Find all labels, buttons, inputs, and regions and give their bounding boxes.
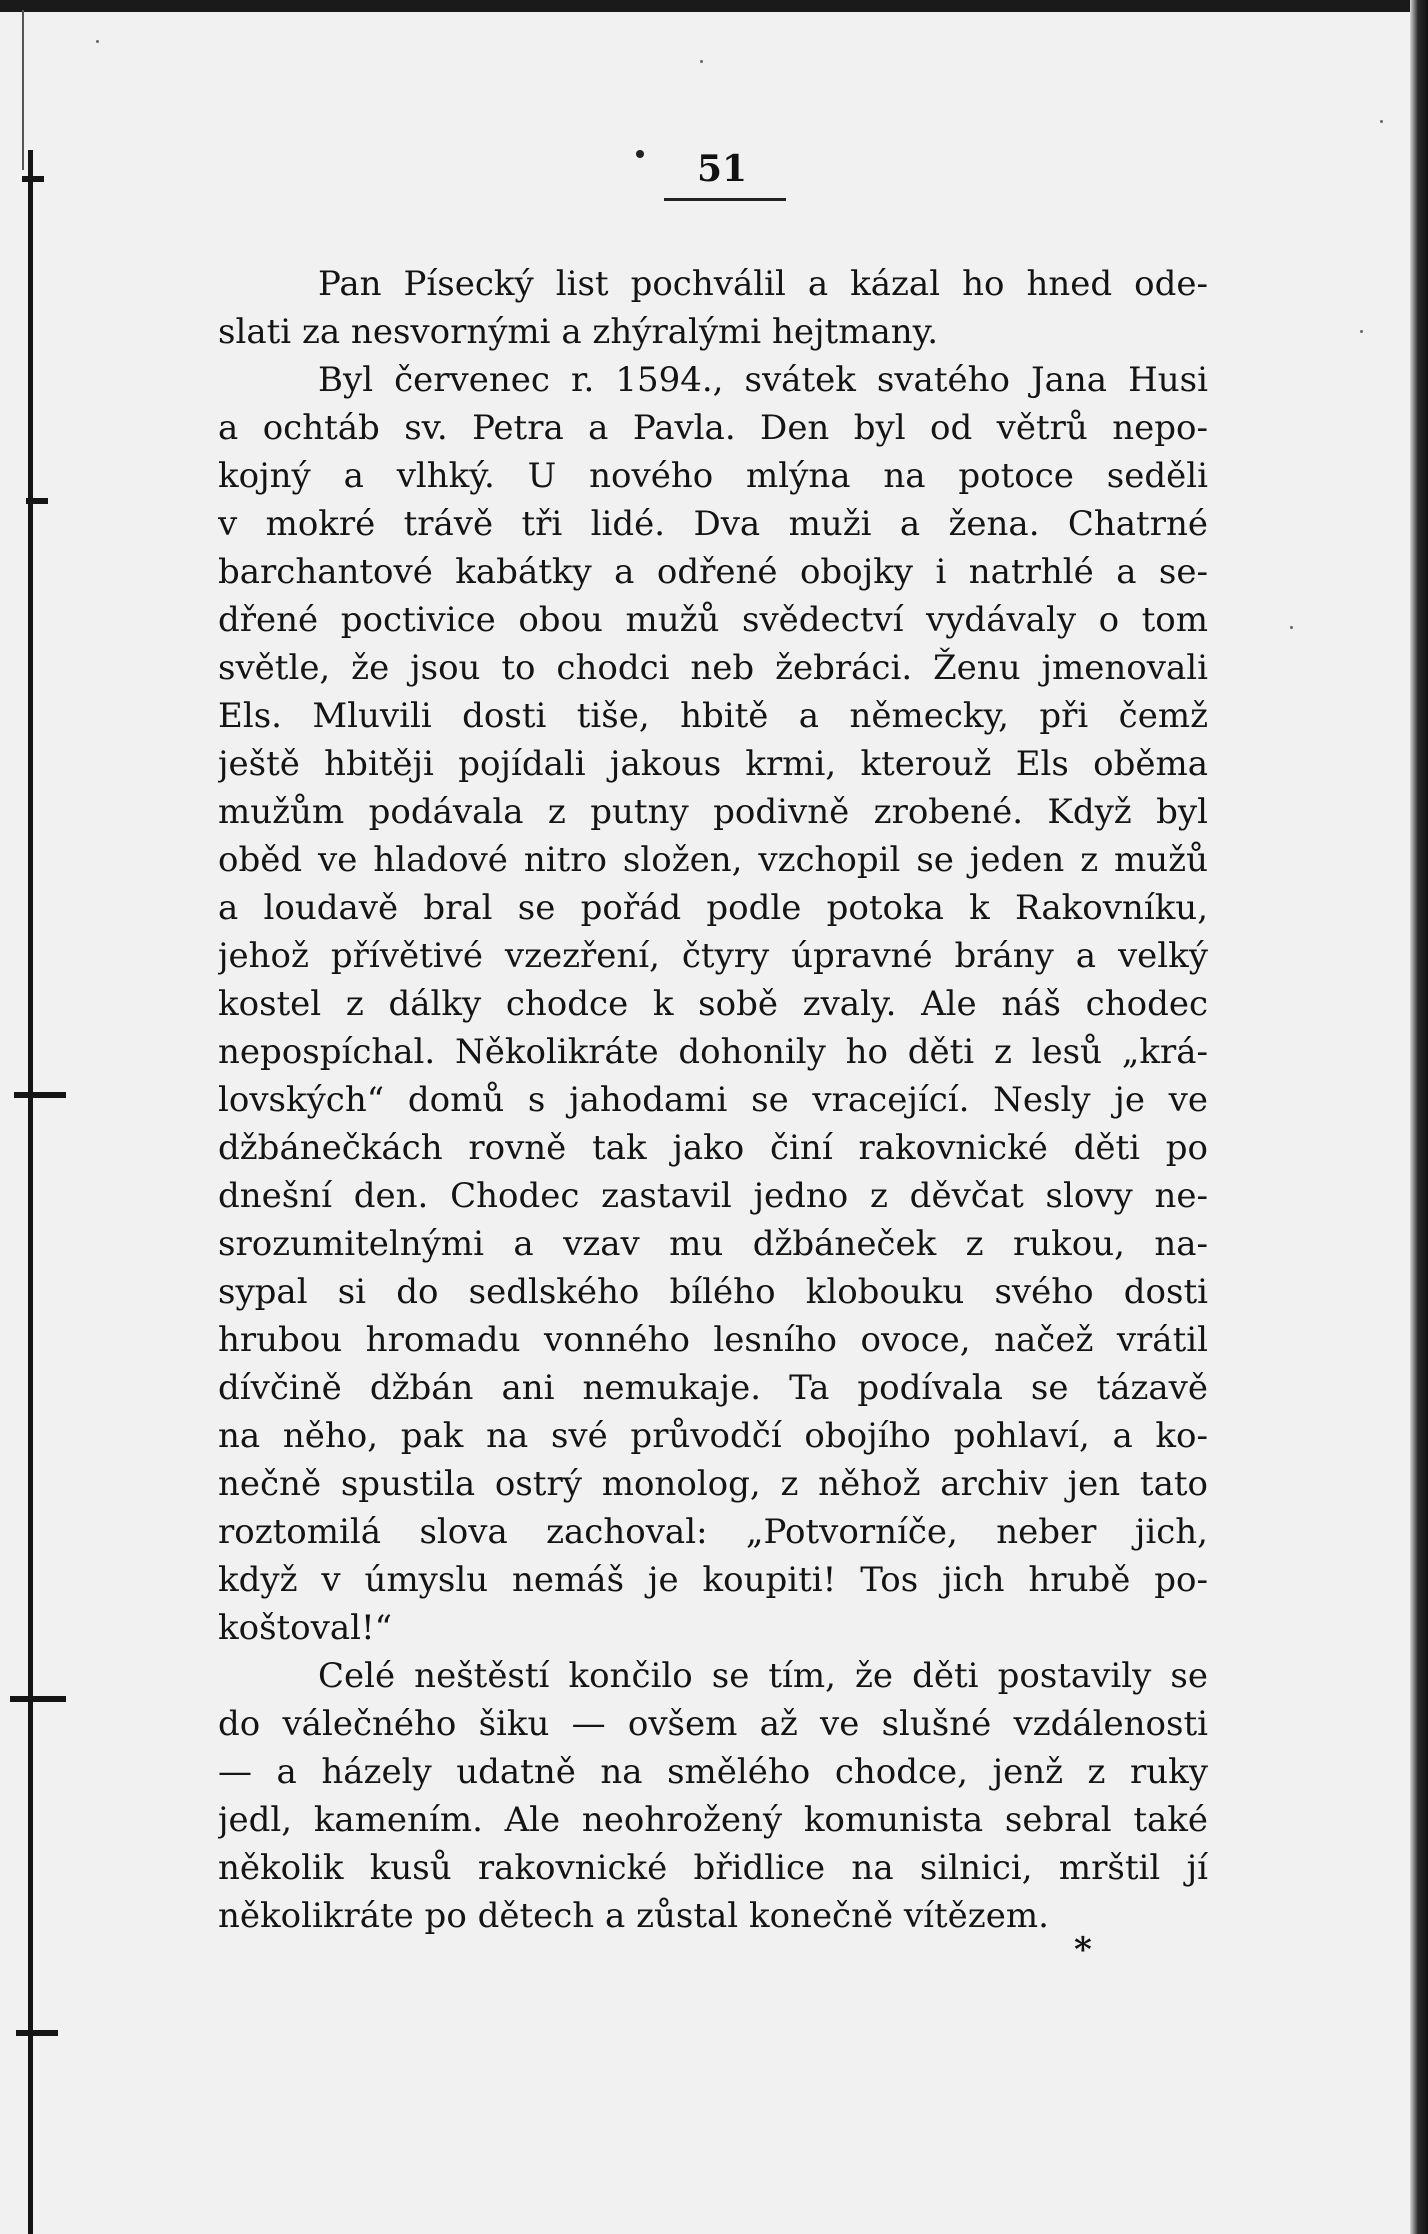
text-line: Els. Mluvili dosti tiše, hbitě a německy, při čemž [218,696,1208,736]
paper-speck [700,60,703,63]
binding-tick [16,2030,58,2036]
text-line: Celé neštěstí končilo se tím, že děti postavily se [318,1656,1208,1696]
binding-tick [14,1092,66,1098]
text-line: — a házely udatně na smělého chodce, jenž z ruky [218,1752,1208,1792]
binding-tick [22,176,44,182]
text-line: Pan Písecký list pochválil a kázal ho hned ode- [318,264,1208,304]
left-margin-thin-rule [22,10,24,170]
text-line: na něho, pak na své průvodčí obojího pohlaví, a ko- [218,1416,1208,1456]
text-line: v mokré trávě tři lidé. Dva muži a žena. Chatrné [218,504,1208,544]
text-line: nepospíchal. Několikráte dohonily ho děti z lesů „krá- [218,1032,1208,1072]
text-line: a loudavě bral se pořád podle potoka k Rakovníku, [218,888,1208,928]
paper-speck [1360,330,1363,333]
page-number-dot [636,150,644,158]
text-line: sypal si do sedlského bílého klobouku svého dosti [218,1272,1208,1312]
text-line: Byl červenec r. 1594., svátek svatého Jana Husi [318,360,1208,400]
text-line: mužům podávala z putny podivně zrobené. Když byl [218,792,1208,832]
text-line: několik kusů rakovnické břidlice na silnici, mrštil jí [218,1848,1208,1888]
text-line: jehož přívětivé vzezření, čtyry úpravné brány a velký [218,936,1208,976]
text-line: roztomilá slova zachoval: „Potvorníče, neber jich, [218,1512,1208,1552]
page-number: 51 [696,148,748,190]
text-line: dřené poctivice obou mužů svědectví vydávaly o tom [218,600,1208,640]
text-line: hrubou hromadu vonného lesního ovoce, načež vrátil [218,1320,1208,1360]
text-line: kostel z dálky chodce k sobě zvaly. Ale náš chodec [218,984,1208,1024]
text-line: oběd ve hladové nitro složen, vzchopil se jeden z mužů [218,840,1208,880]
text-line: dnešní den. Chodec zastavil jedno z děvčat slovy ne- [218,1176,1208,1216]
text-line: barchantové kabátky a odřené obojky i natrhlé a se- [218,552,1208,592]
text-line: když v úmyslu nemáš je koupiti! Tos jich hrubě po- [218,1560,1208,1600]
text-line: slati za nesvornými a zhýralými hejtmany. [218,312,939,352]
page-top-edge [0,0,1428,12]
text-line: světle, že jsou to chodci neb žebráci. Ženu jmenovali [218,648,1208,688]
paper-speck [1380,120,1383,123]
binding-tick [10,1696,66,1702]
page-number-rule [664,198,786,201]
paper-speck [1290,626,1293,629]
text-line: a ochtáb sv. Petra a Pavla. Den byl od větrů nepo- [218,408,1208,448]
paper-speck [96,40,99,43]
text-line: dívčině džbán ani nemukaje. Ta podívala se tázavě [218,1368,1208,1408]
text-line: jedl, kamením. Ale neohrožený komunista sebral také [218,1800,1208,1840]
text-line: do válečného šiku — ovšem až ve slušné vzdálenosti [218,1704,1208,1744]
text-line: kojný a vlhký. U nového mlýna na potoce seděli [218,456,1208,496]
body-text [218,260,1208,1940]
text-line: koštoval!“ [218,1608,393,1648]
text-line: lovských“ domů s jahodami se vracející. Nesly je ve [218,1080,1208,1120]
left-margin-binding-rule [28,150,33,2234]
text-line: srozumitelnými a vzav mu džbáneček z rukou, na- [218,1224,1208,1264]
page-right-edge [1410,0,1428,2234]
text-line: džbánečkách rovně tak jako činí rakovnické děti po [218,1128,1208,1168]
text-line: nečně spustila ostrý monolog, z něhož archiv jen tato [218,1464,1208,1504]
section-end-mark: * [1074,1930,1092,1970]
text-line: několikráte po dětech a zůstal konečně vítězem. [218,1896,1049,1936]
binding-tick [26,498,48,504]
text-line: ještě hbitěji pojídali jakous krmi, kterouž Els oběma [218,744,1208,784]
